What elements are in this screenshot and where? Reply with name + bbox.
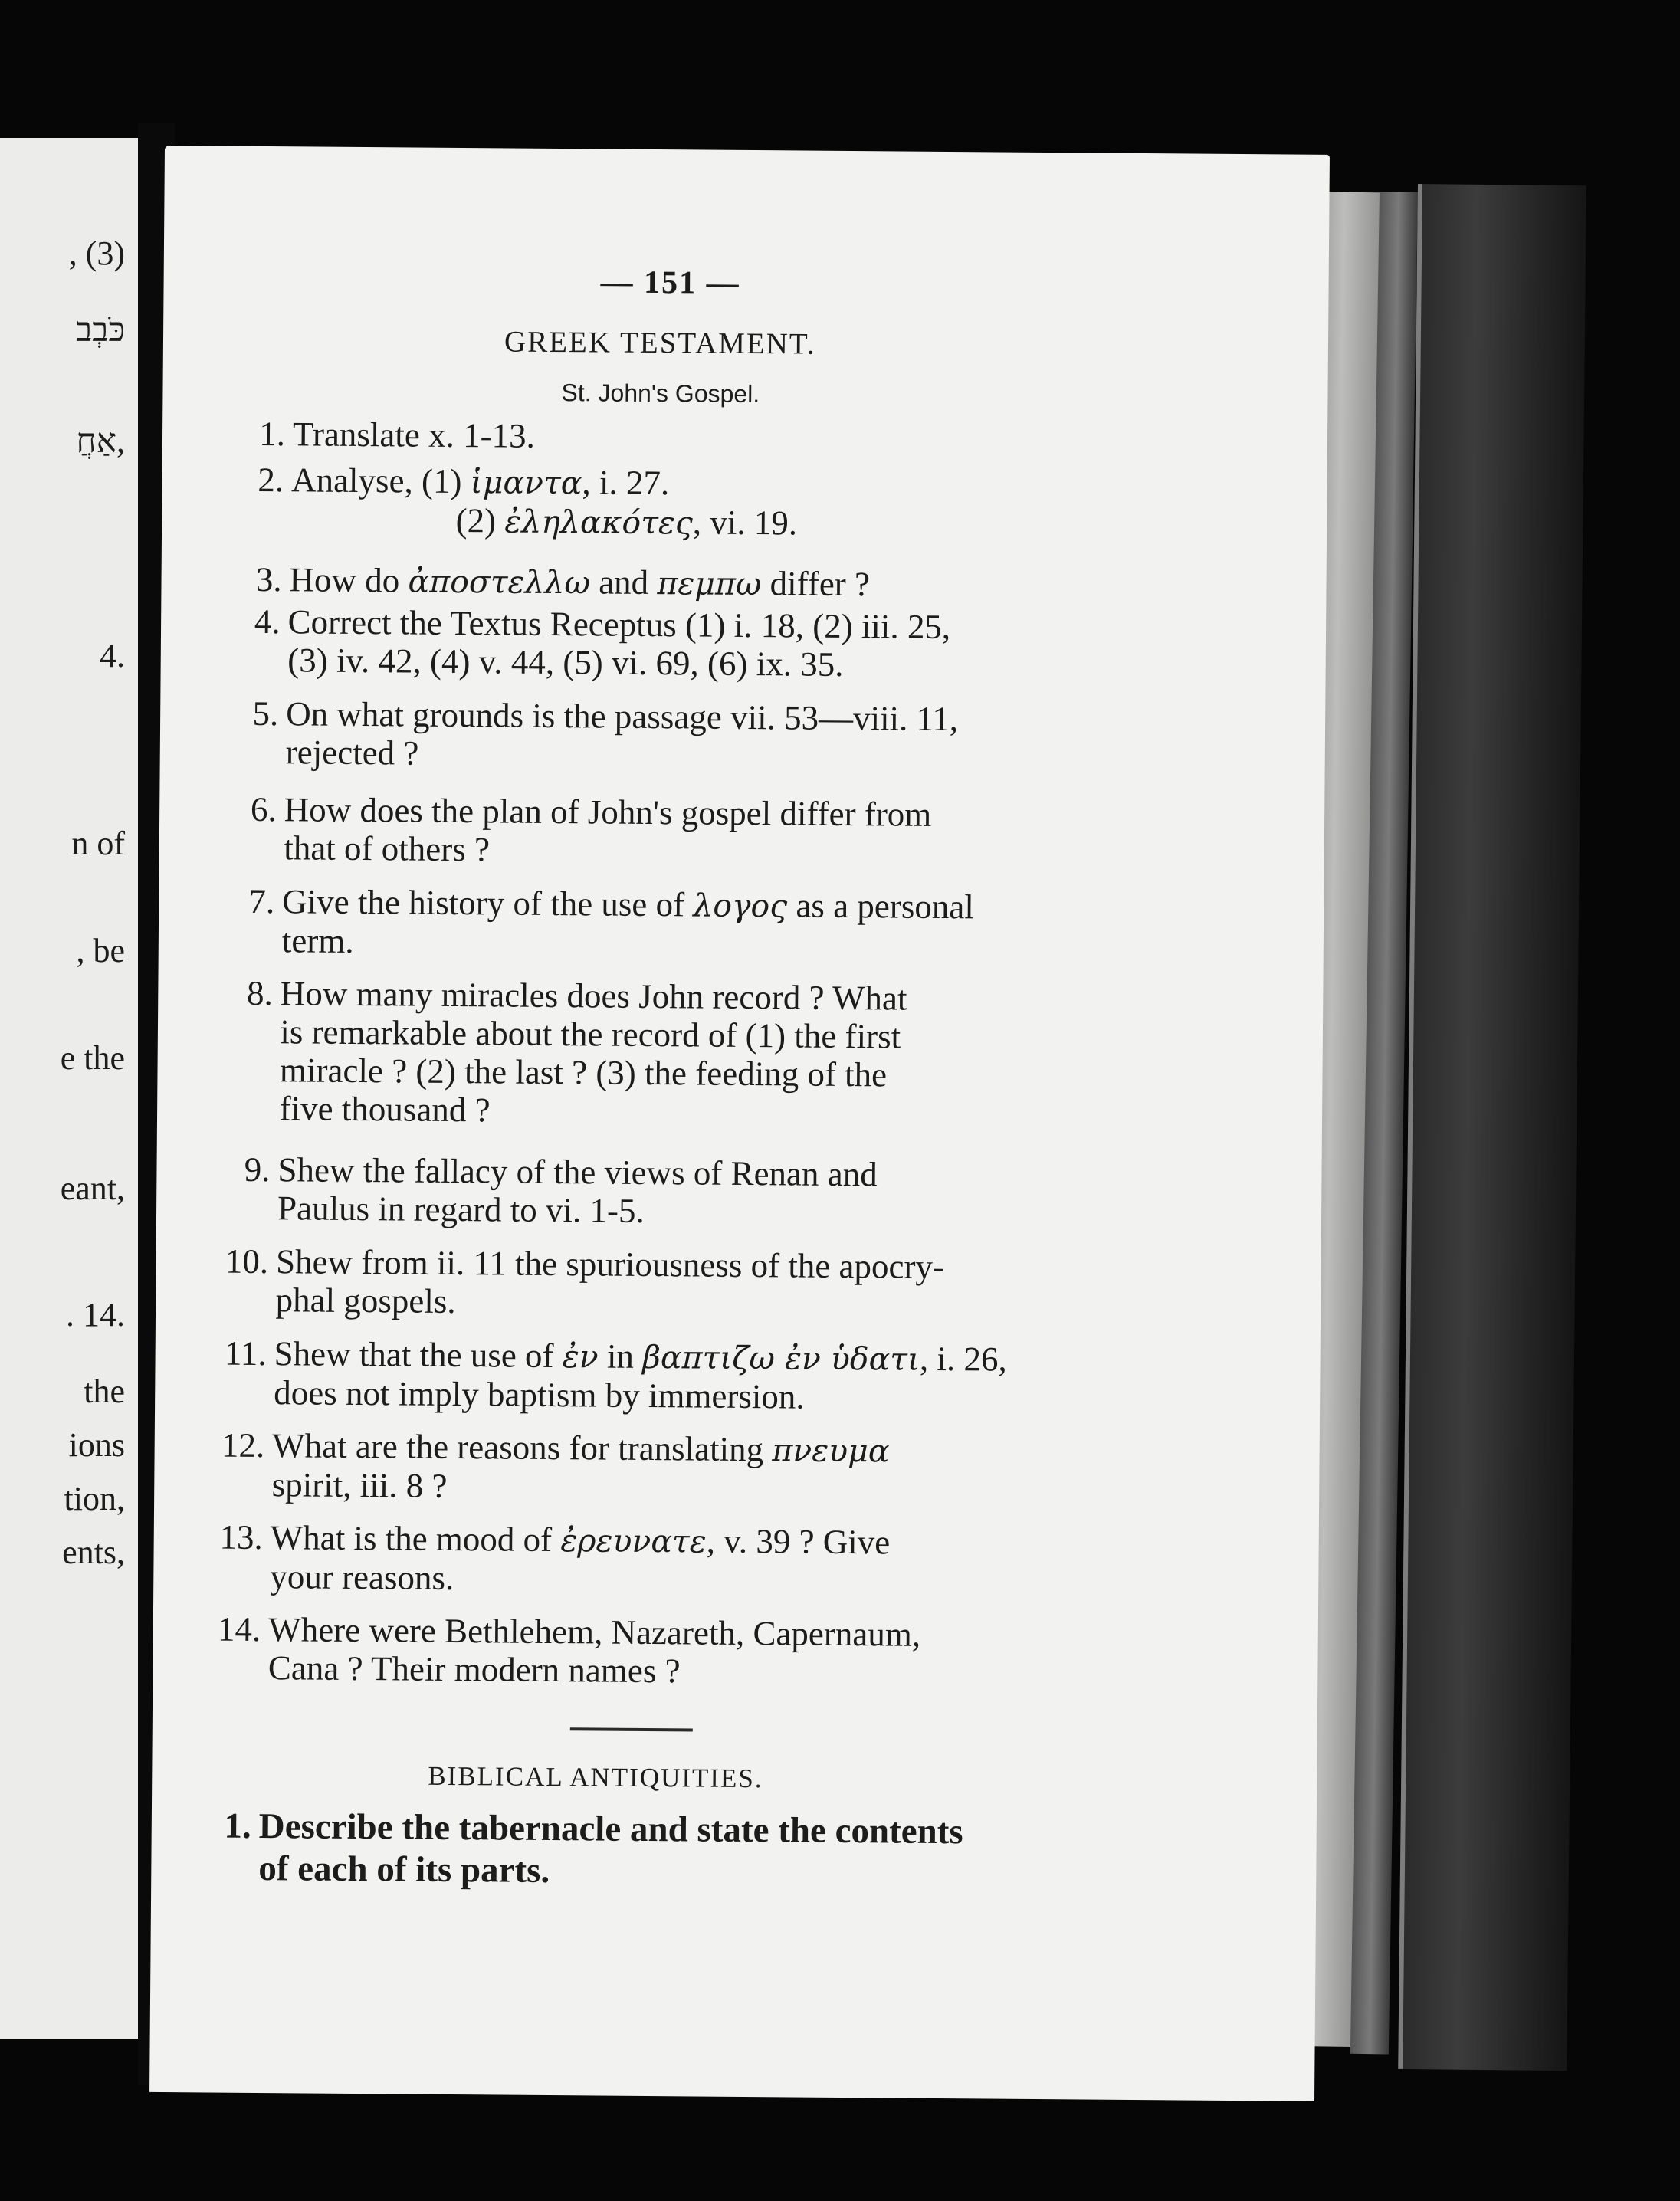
question-line: On what grounds is the passage vii. 53—viii. 11,	[285, 694, 959, 739]
greek-term: ἐρευνατε	[560, 1522, 707, 1560]
left-page	[0, 138, 149, 2039]
left-page-fragment: אַחֲ,	[76, 422, 125, 460]
question-number: 5.	[252, 694, 279, 733]
question-line	[289, 560, 870, 604]
text-run: What are the reasons for translating	[271, 1426, 773, 1469]
question-number: 12.	[221, 1425, 265, 1465]
greek-term: πνευμα	[772, 1432, 890, 1470]
question-8	[246, 973, 907, 1132]
question-number: 9.	[244, 1150, 271, 1189]
question-number: 10.	[225, 1242, 269, 1281]
question-line: Translate x. 1-13.	[292, 415, 536, 455]
question-line: Cana ? Their modern names ?	[267, 1648, 681, 1691]
greek-term: βαπτιζω ἐν ὑδατι	[642, 1338, 920, 1378]
text-run: differ ?	[761, 564, 871, 604]
question-1	[259, 414, 536, 455]
book-cover	[1398, 184, 1586, 2071]
question-line: five thousand ?	[279, 1089, 491, 1130]
left-page-fragment: , be	[76, 932, 125, 969]
left-page-fragment: ents,	[62, 1533, 125, 1571]
greek-term: λογος	[693, 887, 788, 925]
question-10	[225, 1242, 945, 1324]
question-line	[274, 1334, 1007, 1379]
question-number: 13.	[219, 1517, 263, 1557]
text-run: in	[598, 1337, 643, 1376]
question-line: is remarkable about the record of (1) the first	[280, 1012, 901, 1056]
section-subheading: St. John's Gospel.	[561, 379, 760, 408]
right-page	[149, 146, 1330, 2101]
question-5	[252, 694, 959, 776]
question-line: Shew the fallacy of the views of Renan and	[277, 1150, 878, 1194]
question-line: Correct the Textus Receptus (1) i. 18, (2) iii. 25,	[287, 602, 951, 647]
section-heading-antiquities: BIBLICAL ANTIQUITIES.	[428, 1760, 763, 1794]
question-line: Where were Bethlehem, Nazareth, Capernaum,	[268, 1610, 921, 1654]
text-run: Give the history of the use of	[282, 882, 694, 924]
left-page-fragment: e the	[60, 1039, 125, 1077]
text-run: Analyse, (1)	[290, 461, 471, 501]
question-line: Paulus in regard to vi. 1-5.	[277, 1189, 645, 1230]
section-heading: GREEK TESTAMENT.	[504, 325, 816, 361]
question-line: that of others ?	[284, 828, 491, 869]
text-run: , i. 26,	[919, 1339, 1007, 1379]
question-number: 7.	[248, 881, 275, 921]
question-number: 3.	[255, 559, 282, 599]
text-run: and	[589, 563, 658, 602]
antiquities-question-number: 1.	[224, 1806, 251, 1846]
question-line: Shew from ii. 11 the spuriousness of the apocry-	[275, 1242, 945, 1287]
section-divider	[570, 1727, 693, 1731]
question-number: 2.	[258, 460, 284, 500]
left-page-fragment: כֹּבְב	[76, 311, 125, 349]
antiquities-question-line: Describe the tabernacle and state the contents	[258, 1806, 963, 1852]
question-line	[291, 461, 798, 504]
question-4	[254, 602, 951, 684]
question-line: does not imply baptism by immersion.	[274, 1373, 805, 1416]
question-3	[255, 559, 871, 604]
question-number: 6.	[250, 789, 277, 829]
question-line: spirit, iii. 8 ?	[271, 1465, 448, 1505]
page-number: — 151 —	[600, 264, 740, 301]
question-14	[217, 1609, 921, 1692]
question-12	[221, 1425, 890, 1508]
text-run: as a personal	[787, 886, 975, 927]
greek-term: πεμπω	[657, 565, 762, 603]
question-line	[272, 1426, 890, 1470]
question-line	[282, 882, 974, 927]
antiquities-question-line: of each of its parts.	[258, 1848, 550, 1891]
question-number: 1.	[259, 414, 286, 454]
left-page-fragment: tion,	[64, 1480, 125, 1517]
question-line: How does the plan of John's gospel differ from	[284, 790, 932, 834]
greek-term: ἐν	[562, 1338, 599, 1376]
question-line: phal gospels.	[275, 1281, 456, 1321]
text-run: , i. 27.	[582, 463, 670, 503]
question-line: How many miracles does John record ? What	[280, 974, 907, 1018]
question-line	[271, 1518, 891, 1562]
text-run: , v. 39 ? Give	[706, 1521, 891, 1562]
text-run: What is the mood of	[270, 1518, 561, 1560]
left-page-fragment: n of	[71, 825, 125, 862]
text-run: (2)	[455, 500, 505, 540]
question-number: 11.	[224, 1333, 267, 1373]
greek-term: ἀποστελλω	[408, 563, 591, 602]
question-7	[248, 881, 975, 965]
question-13	[219, 1517, 891, 1600]
question-line: rejected ?	[285, 733, 419, 772]
question-number: 14.	[217, 1609, 261, 1649]
greek-term: ἐληλακότες	[504, 503, 694, 542]
text-run: , vi. 19.	[692, 503, 798, 543]
question-number: 8.	[246, 973, 274, 1013]
left-page-fragment: 4.	[100, 637, 125, 674]
greek-term: ἱμαντα	[470, 464, 582, 502]
question-9	[244, 1150, 878, 1232]
question-6	[250, 789, 932, 872]
left-page-fragment: . 14.	[66, 1296, 125, 1333]
text-run: How do	[289, 560, 409, 600]
antiquities-question-1	[224, 1806, 963, 1895]
question-2	[258, 460, 798, 543]
question-line: your reasons.	[270, 1557, 454, 1598]
left-page-fragment: ions	[68, 1426, 125, 1464]
left-page-fragment: eant,	[60, 1169, 125, 1207]
text-run: Shew that the use of	[274, 1334, 563, 1376]
question-line: term.	[281, 921, 354, 960]
left-page-fragment: the	[84, 1373, 125, 1410]
question-line: miracle ? (2) the last ? (3) the feeding of the	[279, 1051, 888, 1094]
question-line	[290, 500, 797, 543]
question-line: (3) iv. 42, (4) v. 44, (5) vi. 69, (6) ix. 35.	[287, 641, 844, 684]
question-11	[224, 1333, 1007, 1418]
question-number: 4.	[254, 602, 281, 641]
left-page-fragment: , (3)	[68, 235, 125, 272]
